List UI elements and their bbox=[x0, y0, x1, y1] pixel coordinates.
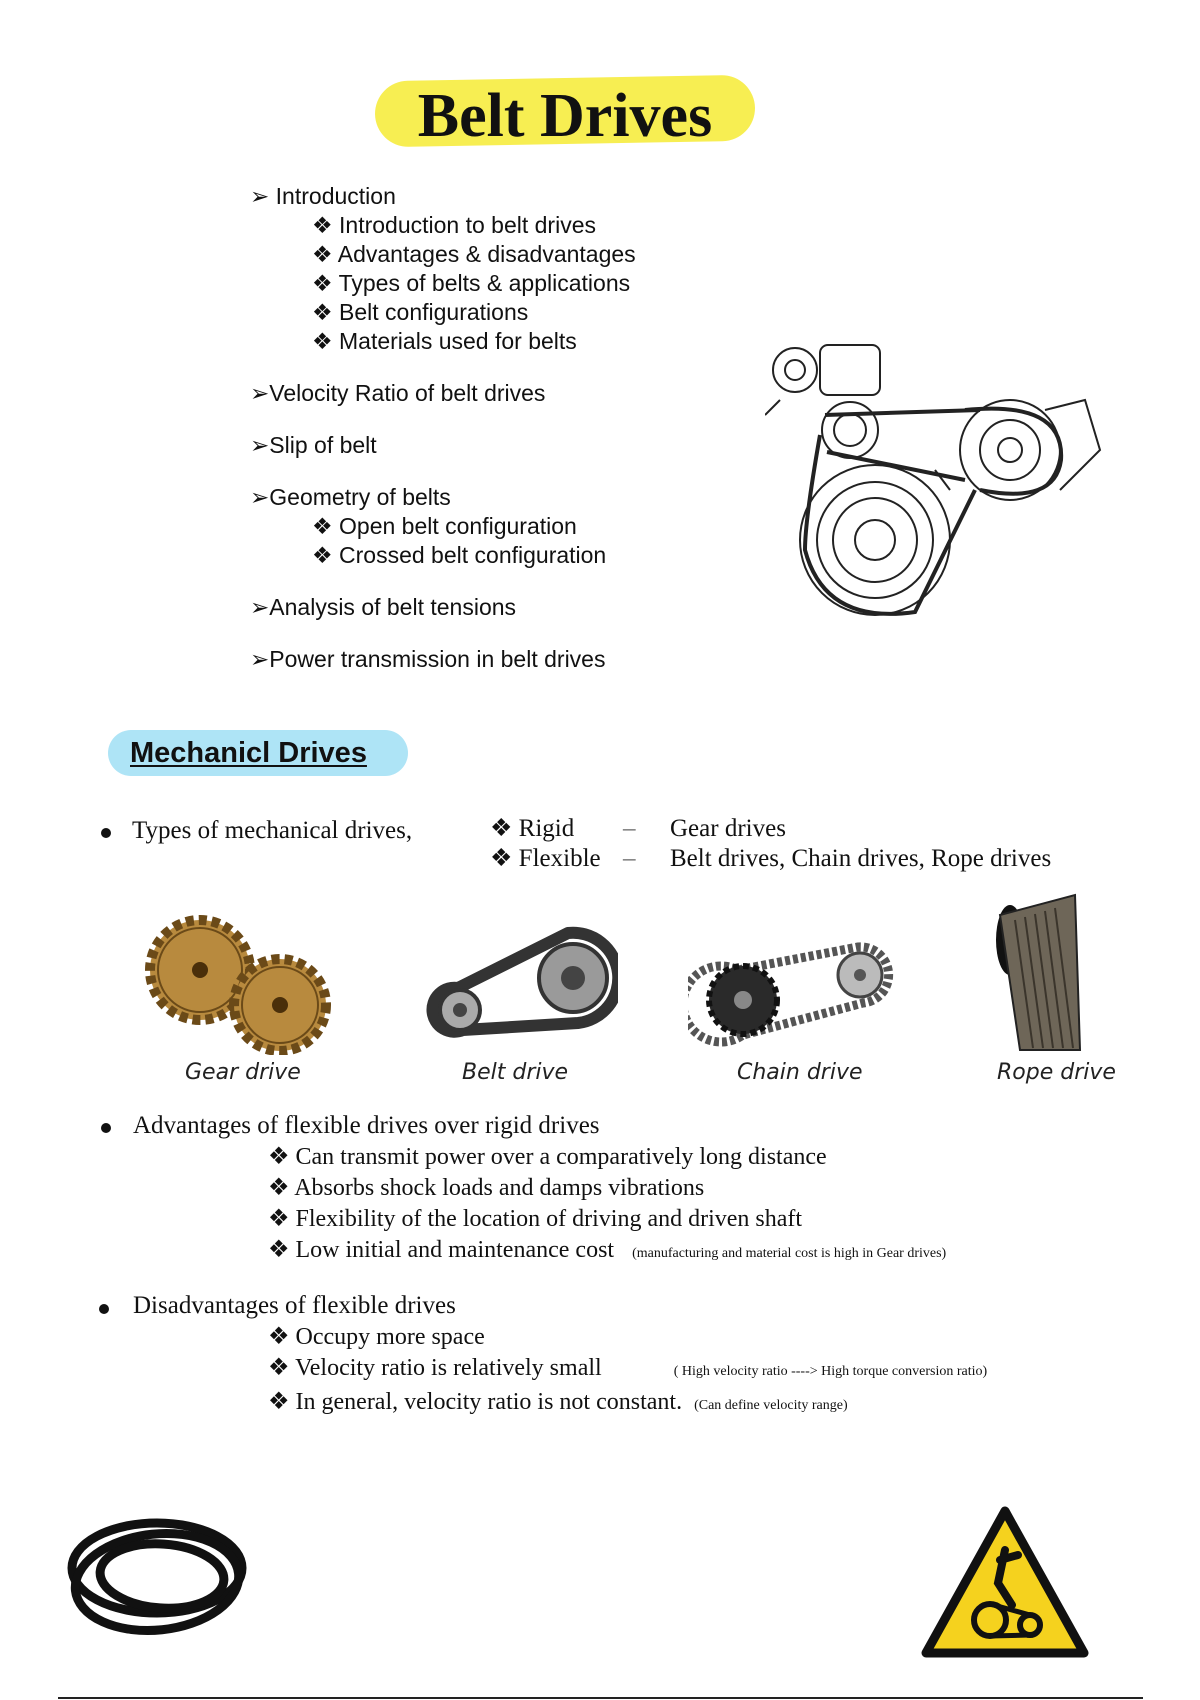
types-label: Types of mechanical drives, bbox=[132, 817, 413, 844]
outline-subitem: ❖ Materials used for belts bbox=[312, 328, 577, 354]
outline-section-velocity-ratio: ➢Velocity Ratio of belt drives bbox=[250, 380, 546, 406]
disadvantages-heading: Disadvantages of flexible drives bbox=[133, 1292, 456, 1319]
list-item: ❖ Velocity ratio is relatively small ( High velocity ratio ----> High torque conversion ratio) bbox=[268, 1355, 988, 1381]
arrow-icon: ➢ bbox=[250, 484, 270, 510]
list-item: ❖ Absorbs shock loads and damps vibrations bbox=[268, 1175, 705, 1201]
diamond-icon: ❖ bbox=[268, 1355, 290, 1381]
rope-drive-image bbox=[985, 890, 1085, 1055]
gear-drive-image bbox=[130, 915, 350, 1055]
diamond-icon: ❖ bbox=[312, 212, 333, 238]
type-flexible-dash: – bbox=[623, 845, 636, 872]
advantages-list bbox=[268, 1142, 946, 1269]
side-note: ( High velocity ratio ----> High torque conversion ratio) bbox=[673, 1364, 988, 1379]
belt-drive-image bbox=[418, 918, 618, 1043]
type-rigid-name: ❖ Rigid bbox=[490, 815, 575, 842]
engine-belt-illustration bbox=[765, 340, 1125, 630]
diamond-icon: ❖ bbox=[312, 270, 333, 296]
arrow-icon: ➢ bbox=[250, 380, 270, 406]
diamond-icon: ❖ bbox=[312, 513, 333, 539]
outline-section-tensions: ➢Analysis of belt tensions bbox=[250, 594, 517, 620]
v-belt-image bbox=[62, 1510, 252, 1640]
diamond-icon: ❖ bbox=[268, 1175, 290, 1201]
list-item: ❖ Low initial and maintenance cost (manufacturing and material cost is high in Gear drives) bbox=[268, 1237, 947, 1263]
list-item: ❖ Flexibility of the location of driving and driven shaft bbox=[268, 1206, 803, 1232]
caption-gear-drive: Gear drive bbox=[185, 1060, 301, 1085]
caption-chain-drive: Chain drive bbox=[737, 1060, 863, 1085]
outline-section-slip: ➢Slip of belt bbox=[250, 432, 377, 458]
side-note: (Can define velocity range) bbox=[694, 1398, 848, 1413]
outline-subitem: ❖ Types of belts & applications bbox=[312, 270, 631, 296]
disadvantages-list bbox=[268, 1322, 987, 1421]
diamond-icon: ❖ bbox=[490, 845, 513, 872]
advantages-heading: Advantages of flexible drives over rigid drives bbox=[133, 1112, 600, 1139]
bullet-icon bbox=[101, 828, 111, 838]
caption-rope-drive: Rope drive bbox=[997, 1060, 1116, 1085]
diamond-icon: ❖ bbox=[312, 542, 333, 568]
type-rigid-examples: Gear drives bbox=[670, 815, 786, 842]
type-flexible-name: ❖ Flexible bbox=[490, 845, 601, 872]
list-item: ❖ Can transmit power over a comparatively long distance bbox=[268, 1144, 827, 1170]
outline-section-introduction: ➢ Introduction bbox=[250, 183, 396, 209]
page-divider bbox=[58, 1697, 1143, 1699]
outline-subitem: ❖ Belt configurations bbox=[312, 299, 529, 325]
bullet-icon bbox=[101, 1123, 111, 1133]
outline-section-power: ➢Power transmission in belt drives bbox=[250, 646, 606, 672]
arrow-icon: ➢ bbox=[250, 646, 270, 672]
diamond-icon: ❖ bbox=[268, 1206, 290, 1232]
section-heading-mechanical-drives: Mechanicl Drives bbox=[130, 737, 367, 769]
outline-subitem: ❖ Open belt configuration bbox=[312, 513, 577, 539]
diamond-icon: ❖ bbox=[268, 1389, 290, 1415]
arrow-icon: ➢ bbox=[250, 432, 270, 458]
outline-subitem: ❖ Advantages & disadvantages bbox=[312, 241, 636, 267]
bullet-icon bbox=[99, 1304, 109, 1314]
outline-subitem: ❖ Crossed belt configuration bbox=[312, 542, 607, 568]
list-item: ❖ In general, velocity ratio is not constant. (Can define velocity range) bbox=[268, 1389, 848, 1415]
list-item: ❖ Occupy more space bbox=[268, 1324, 485, 1350]
type-flexible-examples: Belt drives, Chain drives, Rope drives bbox=[670, 845, 1052, 872]
arrow-icon: ➢ bbox=[250, 594, 270, 620]
side-note: (manufacturing and material cost is high in Gear drives) bbox=[632, 1246, 947, 1261]
diamond-icon: ❖ bbox=[312, 241, 333, 267]
diamond-icon: ❖ bbox=[312, 299, 333, 325]
type-rigid-dash: – bbox=[623, 815, 636, 842]
topic-outline bbox=[250, 182, 636, 674]
hazard-warning-icon bbox=[920, 1505, 1090, 1660]
page-title: Belt Drives bbox=[417, 82, 713, 150]
diamond-icon: ❖ bbox=[490, 815, 513, 842]
caption-belt-drive: Belt drive bbox=[462, 1060, 569, 1085]
outline-subitem: ❖ Introduction to belt drives bbox=[312, 212, 596, 238]
chain-drive-image bbox=[688, 935, 898, 1050]
diamond-icon: ❖ bbox=[268, 1324, 290, 1350]
arrow-icon: ➢ bbox=[250, 183, 270, 209]
diamond-icon: ❖ bbox=[312, 328, 333, 354]
diamond-icon: ❖ bbox=[268, 1144, 290, 1170]
outline-section-geometry: ➢Geometry of belts bbox=[250, 484, 451, 510]
diamond-icon: ❖ bbox=[268, 1237, 290, 1263]
